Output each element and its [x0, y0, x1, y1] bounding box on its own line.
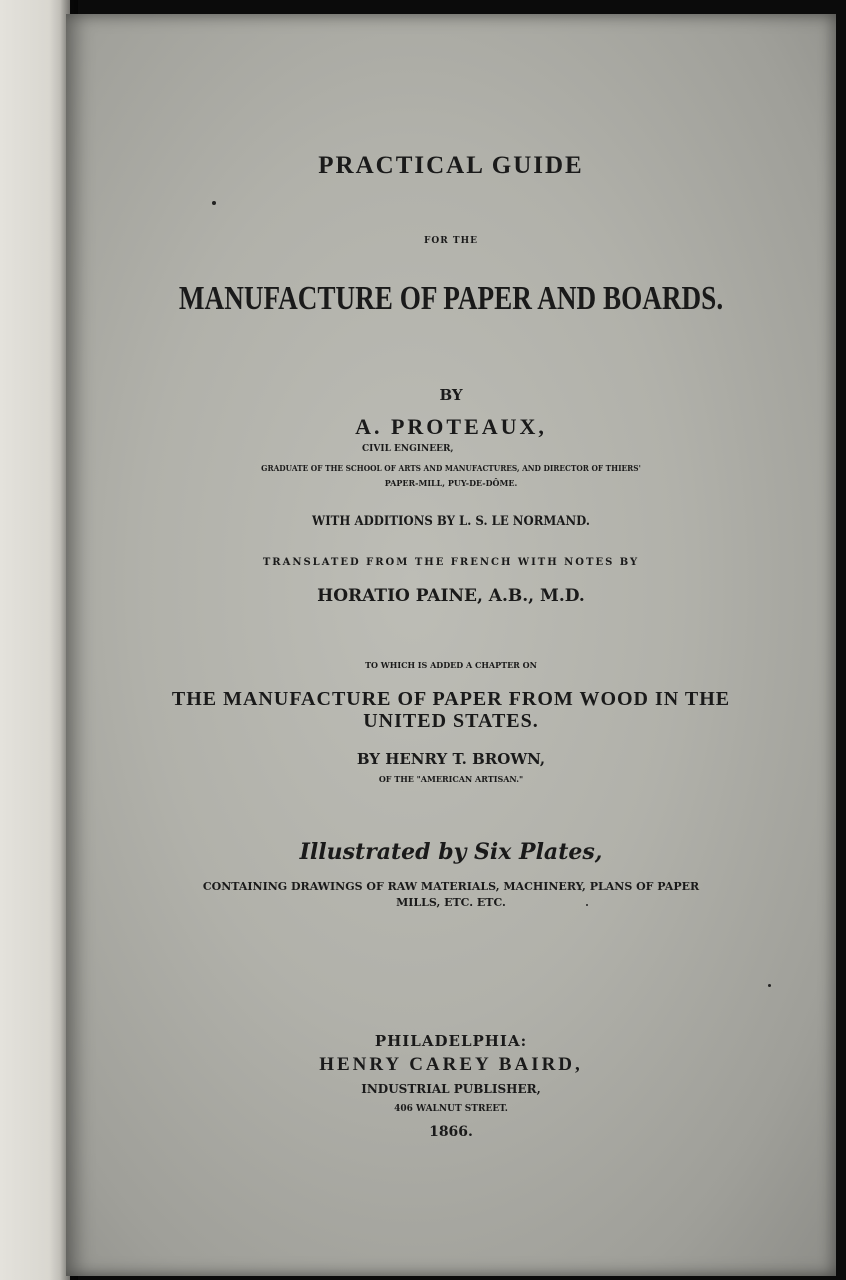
chapter-title-line-2: UNITED STATES. — [363, 710, 539, 732]
paper-speck — [586, 904, 588, 906]
book-subject: MANUFACTURE OF PAPER AND BOARDS. — [178, 280, 724, 317]
chapter-title-line-1: THE MANUFACTURE OF PAPER FROM WOOD IN THE — [171, 688, 731, 710]
additions-text: WITH ADDITIONS BY L. S. LE NORMAND. — [312, 514, 590, 529]
plates-description-line-1: CONTAINING DRAWINGS OF RAW MATERIALS, MACHINERY, PLANS OF PAPER — [202, 880, 700, 893]
translator-name: HORATIO PAINE, A.B., M.D. — [317, 586, 585, 606]
translated-text: TRANSLATED FROM THE FRENCH WITH NOTES BY — [262, 557, 640, 568]
illustrated-heading: Illustrated by Six Plates, — [299, 839, 603, 865]
book-title: PRACTICAL GUIDE — [318, 152, 584, 179]
chapter-author: BY HENRY T. BROWN, — [356, 750, 546, 768]
publisher-address: 406 WALNUT STREET. — [394, 1104, 508, 1114]
paper-speck — [212, 201, 216, 205]
author-name: A. PROTEAUX, — [355, 414, 547, 439]
author-credentials-line-2: PAPER-MILL, PUY-DE-DÔME. — [384, 478, 518, 488]
publisher-role: INDUSTRIAL PUBLISHER, — [361, 1082, 541, 1096]
title-page: PRACTICAL GUIDE FOR THE MANUFACTURE OF PAPER AND BOARDS. BY A. PROTEAUX, CIVIL ENGINEER, GRADUATE OF THE SCHOOL OF ARTS AND MANUFACTURES, AND DIRECTOR OF THIERS' PAPER-MILL, PUY-DE-DÔME. WITH ADDITIONS BY L. S. LE NORMAND. TRANSLATED FROM THE FRENCH WITH NOTES BY HORATIO PAINE, A.B., M.D. TO WHICH IS ADDED A CHAPTER ON THE MANUFACTURE OF PAPER FROM WOOD IN THE UNITED STATES. BY HENRY T. BROWN, OF THE "AMERICAN ARTISAN." Illustrated by Six Plates, CONTAINING DRAWINGS OF RAW MATERIALS, MACHINERY, PLANS OF PAPER MILLS, ETC. ETC. PHILADELPHIA: HENRY CAREY BAIRD, INDUSTRIAL PUBLISHER, 406 WALNUT STREET. 1866. — [66, 14, 836, 1276]
author-credentials-line-1: GRADUATE OF THE SCHOOL OF ARTS AND MANUFACTURES, AND DIRECTOR OF THIERS' — [261, 463, 641, 473]
added-chapter-text: TO WHICH IS ADDED A CHAPTER ON — [365, 660, 537, 670]
chapter-author-affiliation: OF THE "AMERICAN ARTISAN." — [378, 774, 524, 784]
plates-description-line-2: MILLS, ETC. ETC. — [396, 896, 506, 909]
publication-year: 1866. — [429, 1124, 473, 1140]
paper-speck — [768, 984, 771, 987]
publisher-city: PHILADELPHIA: — [374, 1032, 528, 1050]
for-the-text: FOR THE — [424, 236, 478, 246]
publisher-name: HENRY CAREY BAIRD, — [319, 1054, 583, 1075]
by-text: BY — [439, 386, 463, 404]
